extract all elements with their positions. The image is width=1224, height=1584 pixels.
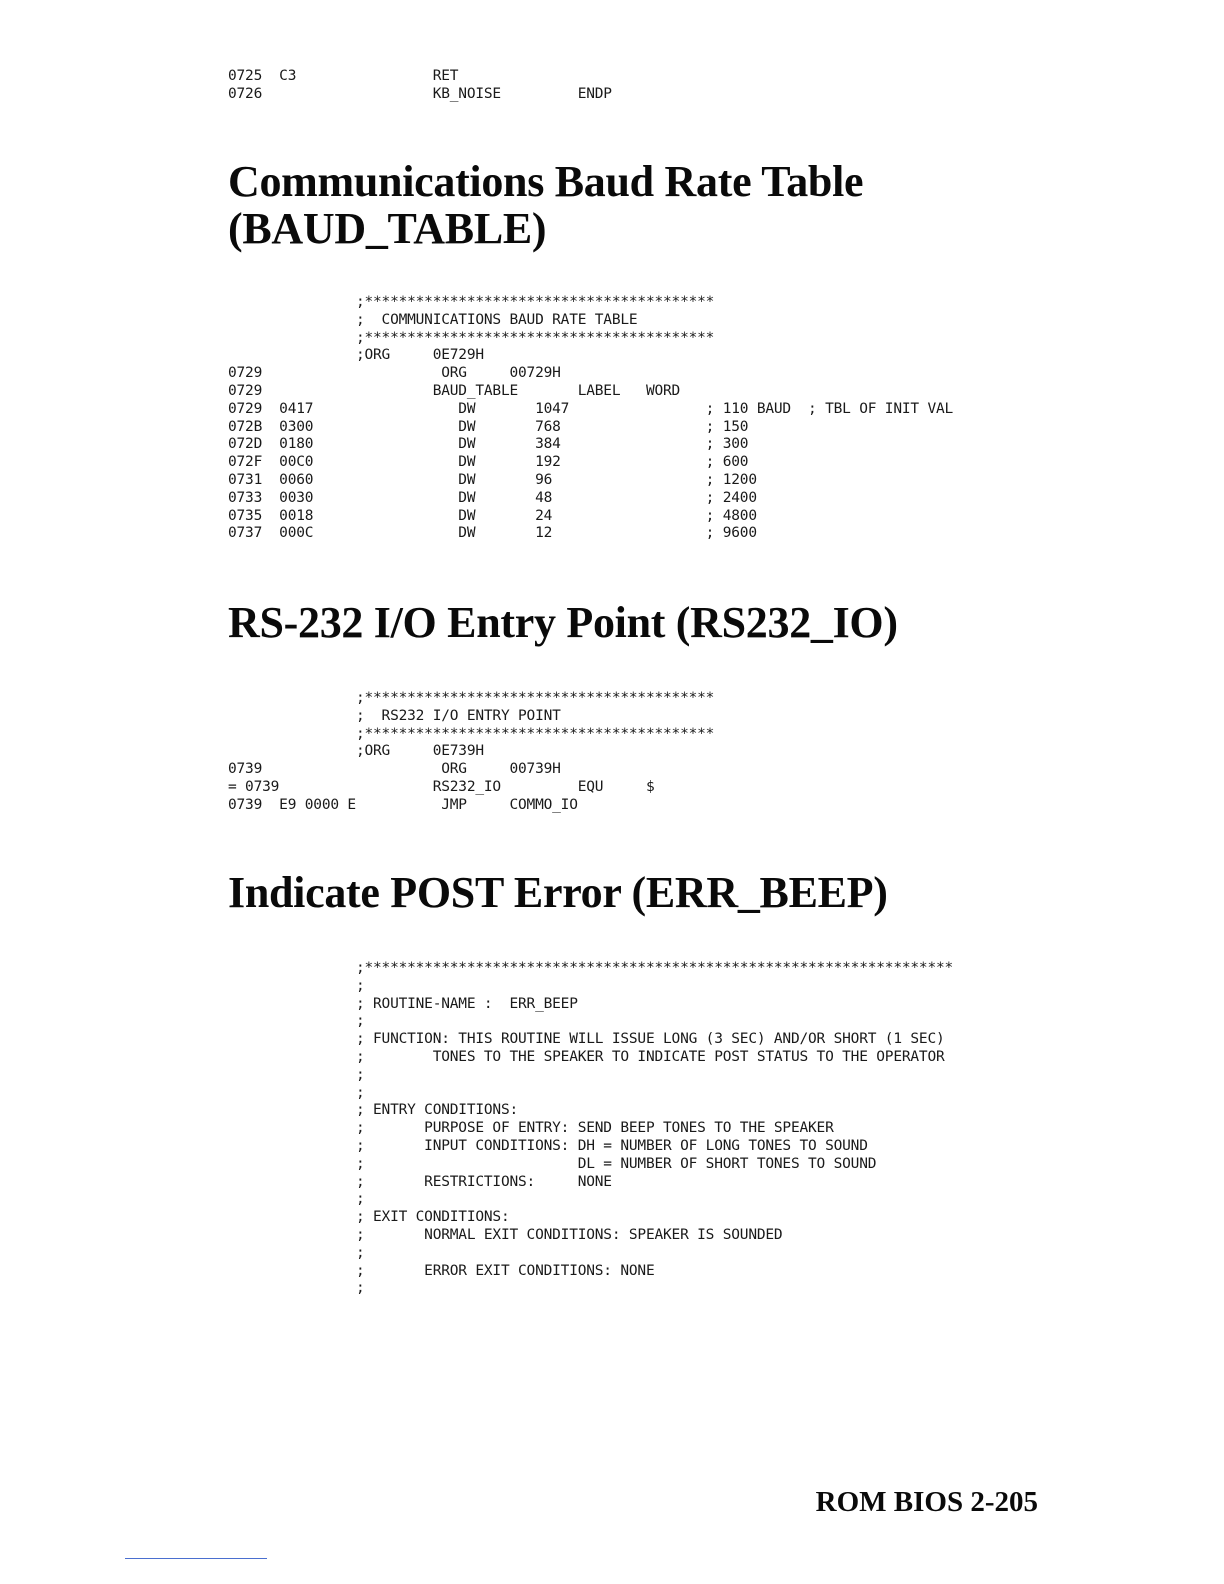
section-title-baud-table: Communications Baud Rate Table (BAUD_TABLE) xyxy=(228,157,864,253)
code-listing-baud-table: ;***************************************** ; COMMUNICATIONS BAUD RATE TABLE ;***************************************** ;ORG 0E729H 0729 ORG 00729H 0729 BAUD_TABLE LABEL WORD 0729 0417 DW 1047 ; 110 BAUD ; TBL OF INIT VAL 072B 0300 DW 768 ; 150 072D 0180 DW 384 ; 300 072F 00C0 DW 192 ; 600 0731 0060 DW 96 ; 1200 0733 0030 DW 48 ; 2400 0735 0018 DW 24 ; 4800 0737 000C DW 12 ; 9600 xyxy=(228,294,954,542)
page-footer: ROM BIOS 2-205 xyxy=(815,1486,1038,1518)
section-title-rs232-io: RS-232 I/O Entry Point (RS232_IO) xyxy=(228,598,898,647)
section-title-err-beep: Indicate POST Error (ERR_BEEP) xyxy=(228,868,888,917)
code-listing-err-beep: ;********************************************************************* ; ; ROUTINE-NAME : ERR_BEEP ; ; FUNCTION: THIS ROUTINE WILL ISSUE LONG (3 SEC) AND/OR SHORT (1 SEC) ; TONES TO THE SPEAKER TO INDICATE POST STATUS TO THE OPERATOR ; ; ; ENTRY CONDITIONS: ; PURPOSE OF ENTRY: SEND BEEP TONES TO THE SPEAKER ; INPUT CONDITIONS: DH = NUMBER OF LONG TONES TO SOUND ; DL = NUMBER OF SHORT TONES TO SOUND ; RESTRICTIONS: NONE ; ; EXIT CONDITIONS: ; NORMAL EXIT CONDITIONS: SPEAKER IS SOUNDED ; ; ERROR EXIT CONDITIONS: NONE ; xyxy=(355,960,954,1297)
code-listing-kb-noise-end: 0725 C3 RET 0726 KB_NOISE ENDP xyxy=(228,68,612,102)
code-listing-rs232-io: ;***************************************** ; RS232 I/O ENTRY POINT ;***************************************** ;ORG 0E739H 0739 ORG 00739H = 0739 RS232_IO EQU $ 0739 E9 0000 E JMP COMMO_IO xyxy=(228,690,715,813)
footer-rule-line xyxy=(125,1558,267,1559)
